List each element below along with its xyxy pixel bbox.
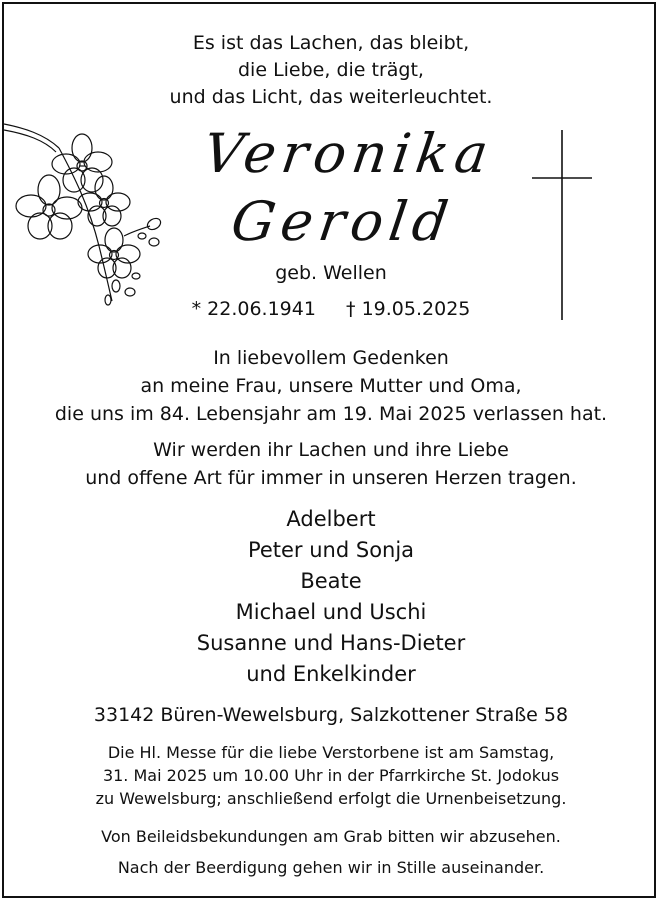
family-member: und Enkelkinder — [246, 662, 416, 686]
birth-name: geb. Wellen — [275, 262, 387, 284]
first-name: Veronika — [199, 122, 498, 185]
obituary-notice — [2, 2, 656, 898]
mass-announcement — [4, 741, 656, 810]
poem-line: und das Licht, das weiterleuchtet. — [169, 86, 493, 108]
poem-line: die Liebe, die trägt, — [238, 59, 424, 81]
mass-line: Die Hl. Messe für die liebe Verstorbene ist am Samstag, — [107, 743, 555, 762]
death-date: † 19.05.2025 — [346, 298, 471, 320]
orchid-illustration — [4, 116, 174, 316]
last-name: Gerold — [227, 190, 458, 253]
tribute-line: und offene Art für immer in unseren Herzen tragen. — [85, 467, 577, 489]
life-dates — [4, 298, 656, 320]
family-member: Adelbert — [286, 507, 376, 531]
memory-line: die uns im 84. Lebensjahr am 19. Mai 2025 verlassen hat. — [54, 403, 608, 425]
family-member: Michael und Uschi — [235, 600, 427, 624]
family-list — [4, 504, 656, 690]
birth-date: * 22.06.1941 — [191, 298, 316, 320]
family-member: Peter und Sonja — [247, 538, 415, 562]
memory-line: an meine Frau, unsere Mutter und Oma, — [140, 375, 522, 397]
condolence-note: Von Beileidsbekundungen am Grab bitten wir abzusehen. — [101, 827, 561, 846]
tribute-text — [4, 436, 656, 492]
mass-line: 31. Mai 2025 um 10.00 Uhr in der Pfarrkirche St. Jodokus — [102, 766, 560, 785]
tribute-line: Wir werden ihr Lachen und ihre Liebe — [153, 439, 509, 461]
family-member: Susanne und Hans-Dieter — [196, 631, 466, 655]
family-member: Beate — [300, 569, 362, 593]
poem-line: Es ist das Lachen, das bleibt, — [192, 32, 470, 54]
memory-line: In liebevollem Gedenken — [213, 347, 449, 369]
mass-line: zu Wewelsburg; anschließend erfolgt die Urnenbeisetzung. — [95, 789, 567, 808]
cross-icon — [532, 130, 596, 322]
silence-note: Nach der Beerdigung gehen wir in Stille auseinander. — [117, 858, 545, 877]
address: 33142 Büren-Wewelsburg, Salzkottener Straße 58 — [93, 704, 569, 726]
poem — [4, 30, 656, 111]
memory-text — [4, 344, 656, 428]
